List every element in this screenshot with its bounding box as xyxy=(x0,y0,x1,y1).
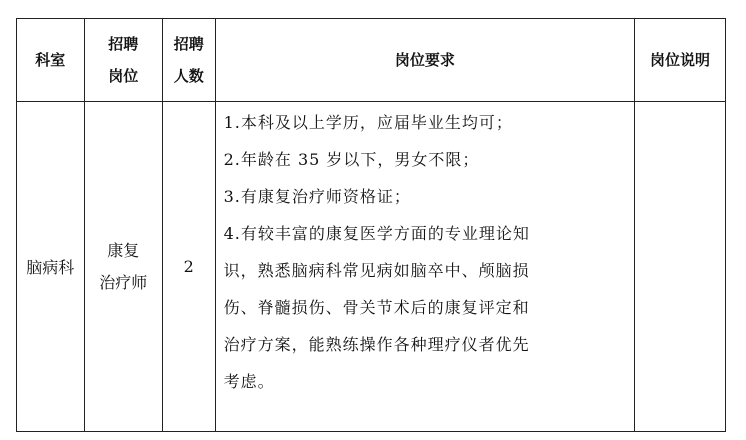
cell-dept xyxy=(17,102,85,432)
header-row xyxy=(17,19,726,102)
header-count-line1: 招聘 xyxy=(173,35,204,53)
position-line1: 康复 xyxy=(107,240,140,260)
header-count xyxy=(162,19,215,102)
header-dept xyxy=(17,19,85,102)
header-requirements-label: 岗位要求 xyxy=(394,50,455,69)
requirement-4-line4: 治疗方案，能熟练操作各种理疗仪者优先 xyxy=(223,335,530,354)
table-row xyxy=(17,102,726,432)
recruitment-table xyxy=(16,18,726,432)
header-position-line2: 岗位 xyxy=(108,67,139,85)
cell-position xyxy=(84,102,162,432)
header-notes xyxy=(635,19,726,102)
cell-notes xyxy=(635,102,726,432)
cell-count xyxy=(162,102,215,432)
cell-requirements xyxy=(215,102,634,432)
count-value: 2 xyxy=(183,257,194,276)
requirement-3: 3.有康复治疗师资格证； xyxy=(223,187,411,206)
requirement-4-line5: 考虑。 xyxy=(223,372,275,391)
requirement-4-line2: 识，熟悉脑病科常见病如脑卒中、颅脑损 xyxy=(223,261,530,280)
position-line2: 治疗师 xyxy=(99,272,148,292)
header-notes-label: 岗位说明 xyxy=(650,50,711,69)
requirement-4-line1: 4.有较丰富的康复医学方面的专业理论知 xyxy=(223,224,530,243)
header-requirements xyxy=(215,19,634,102)
header-position xyxy=(84,19,162,102)
header-dept-label: 科室 xyxy=(35,50,66,69)
header-count-line2: 人数 xyxy=(173,67,204,85)
header-position-line1: 招聘 xyxy=(108,35,139,53)
requirement-1: 1.本科及以上学历，应届毕业生均可； xyxy=(223,113,513,132)
dept-value: 脑病科 xyxy=(26,258,75,277)
requirement-4-line3: 伤、脊髓损伤、骨关节术后的康复评定和 xyxy=(223,298,530,317)
requirement-2: 2.年龄在 35 岁以下，男女不限； xyxy=(223,150,480,169)
